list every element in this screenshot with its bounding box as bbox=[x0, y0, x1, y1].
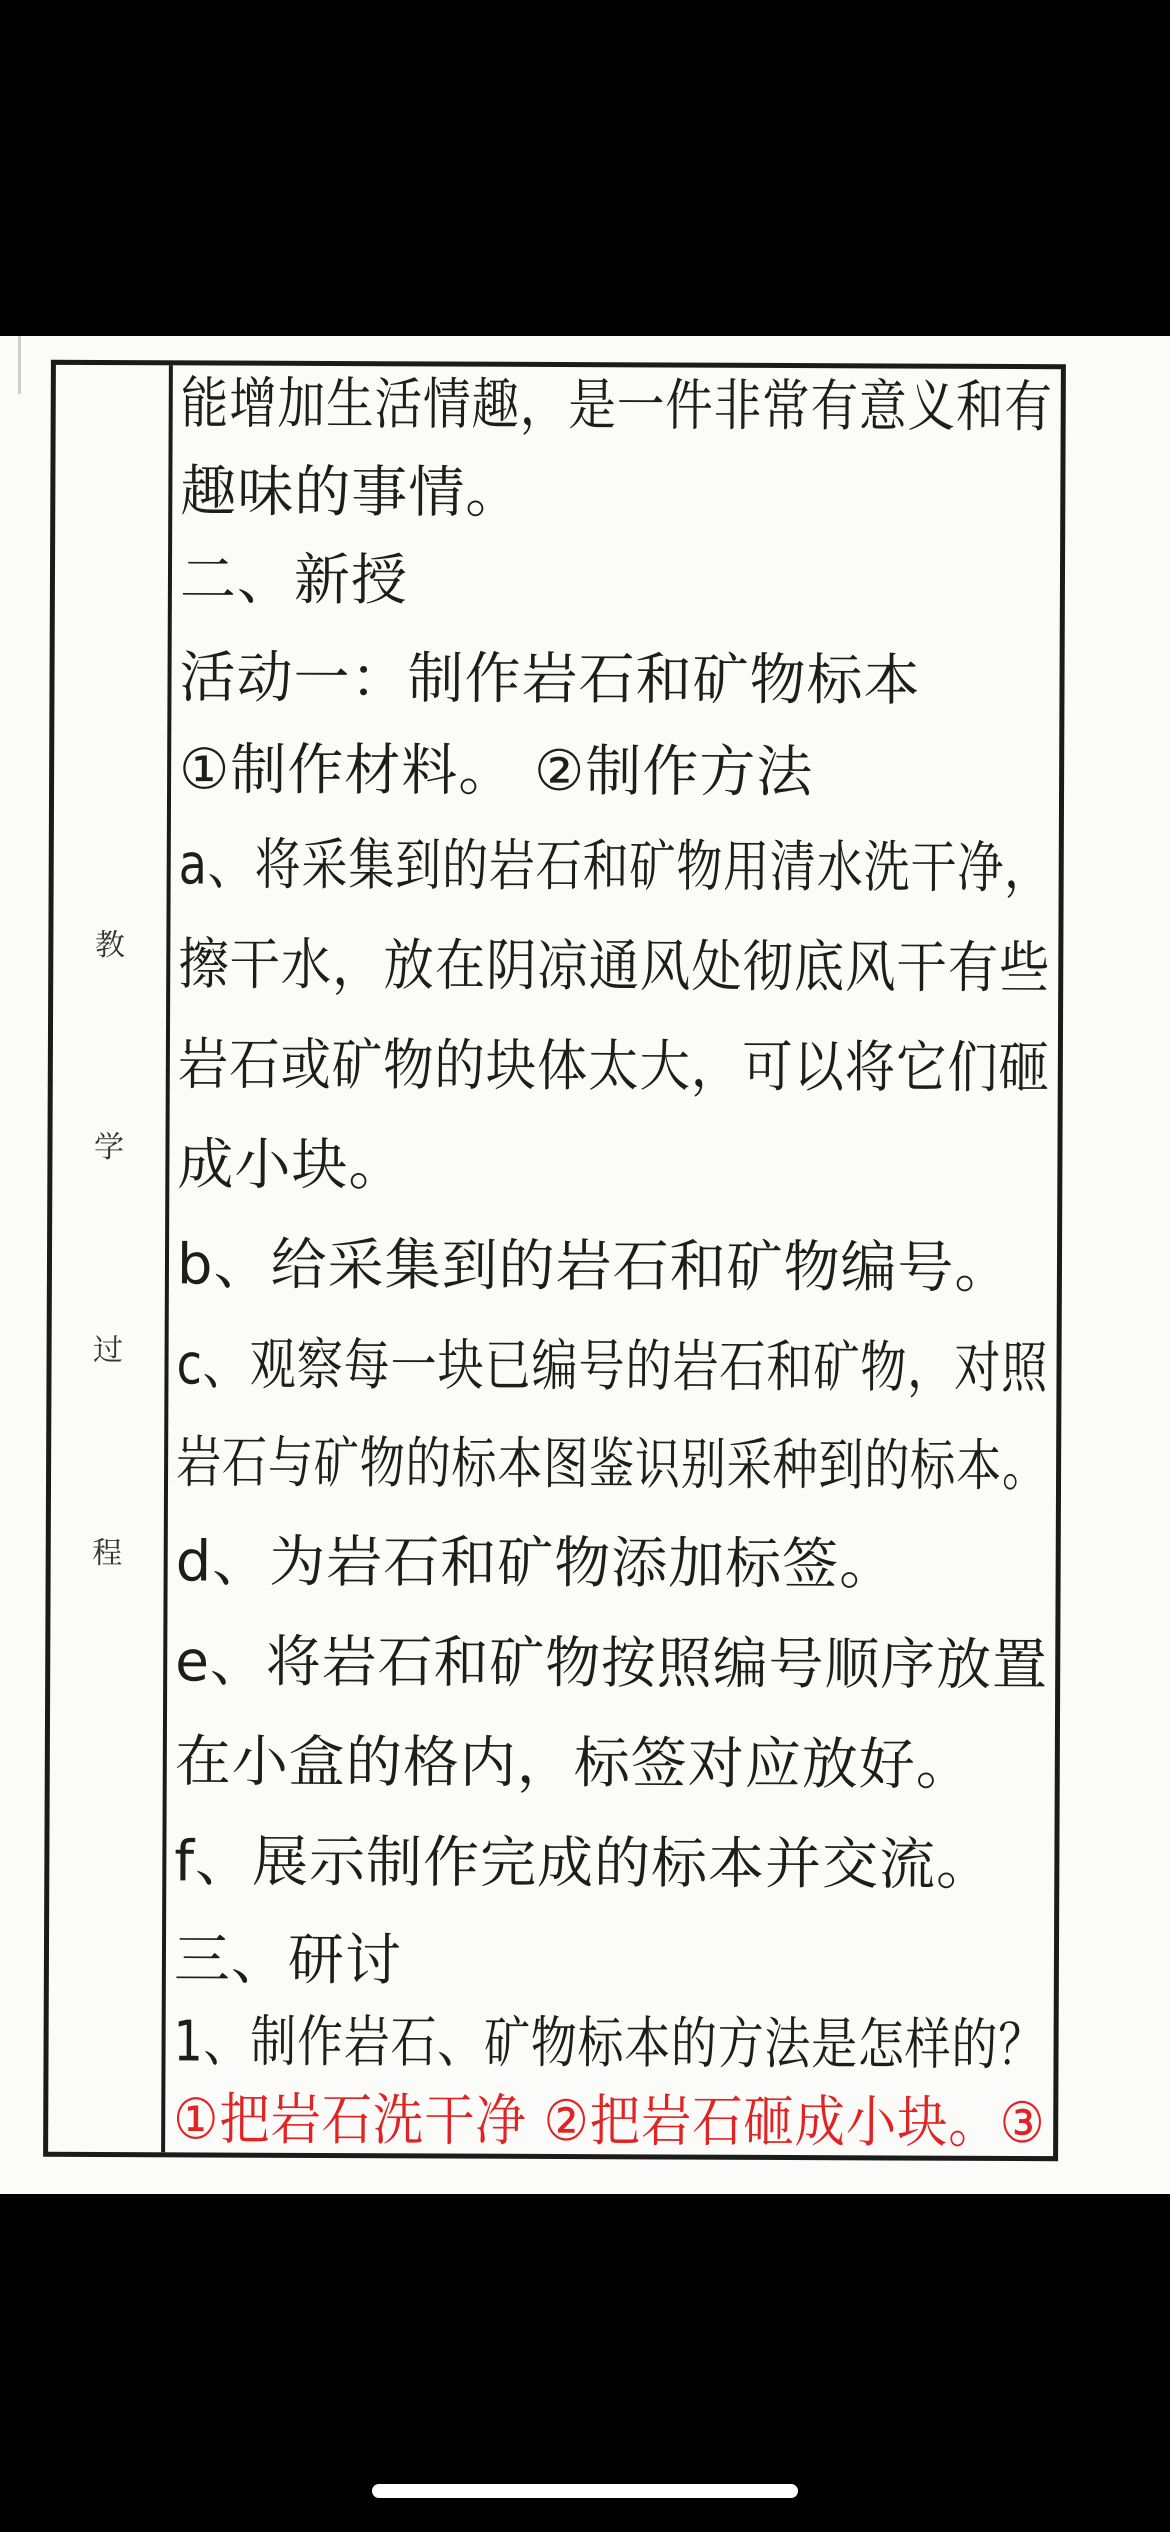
handwritten-line: 二、新授 bbox=[179, 547, 409, 614]
page-edge bbox=[18, 336, 21, 394]
handwritten-answer-line: ①把岩石洗干净 ②把岩石砸成小块。③ bbox=[173, 2087, 1046, 2157]
handwritten-line: 成小块。 bbox=[177, 1132, 406, 1199]
handwritten-line: 在小盒的格内，标签对应放好。 bbox=[174, 1729, 973, 1798]
handwritten-line: 三、研讨 bbox=[173, 1927, 403, 1994]
handwritten-content bbox=[173, 365, 1061, 2156]
handwritten-line: 1、制作岩石、矿物标本的方法是怎样的？ bbox=[173, 2009, 1046, 2079]
handwritten-line: e、将岩石和矿物按照编号顺序放置 bbox=[175, 1629, 1049, 1699]
section-label-column bbox=[48, 365, 169, 2152]
handwritten-line: c、观察每一块已编号的岩石和矿物，对照 bbox=[176, 1332, 1049, 1402]
section-label-char: 过 bbox=[93, 1332, 124, 1369]
handwritten-line: 趣味的事情。 bbox=[180, 459, 523, 526]
handwritten-line: 活动一：制作岩石和矿物标本 bbox=[179, 645, 921, 714]
handwritten-line: f、展示制作完成的标本并交流。 bbox=[174, 1829, 994, 1898]
handwritten-line: ①制作材料。 ②制作方法 bbox=[178, 737, 814, 806]
handwritten-line: a、将采集到的岩石和矿物用清水洗干净， bbox=[178, 832, 1052, 902]
handwritten-line: 岩石或矿物的块体太大，可以将它们砸 bbox=[177, 1032, 1051, 1102]
lesson-plan-table bbox=[43, 360, 1066, 2161]
section-label-char: 学 bbox=[93, 1129, 125, 1166]
handwritten-line: 擦干水，放在阴凉通风处彻底风干有些 bbox=[178, 932, 1051, 1002]
handwritten-line: 岩石与矿物的标本图鉴识别采种到的标本。 bbox=[175, 1430, 1049, 1500]
handwritten-line: b、给采集到的岩石和矿物编号。 bbox=[176, 1232, 1012, 1301]
section-label-char: 教 bbox=[94, 927, 125, 964]
section-label-char: 程 bbox=[92, 1535, 123, 1572]
home-indicator[interactable] bbox=[372, 2484, 798, 2498]
handwritten-line: 能增加生活情趣，是一件非常有意义和有 bbox=[180, 371, 1053, 441]
handwritten-line: d、为岩石和矿物添加标签。 bbox=[175, 1529, 897, 1598]
